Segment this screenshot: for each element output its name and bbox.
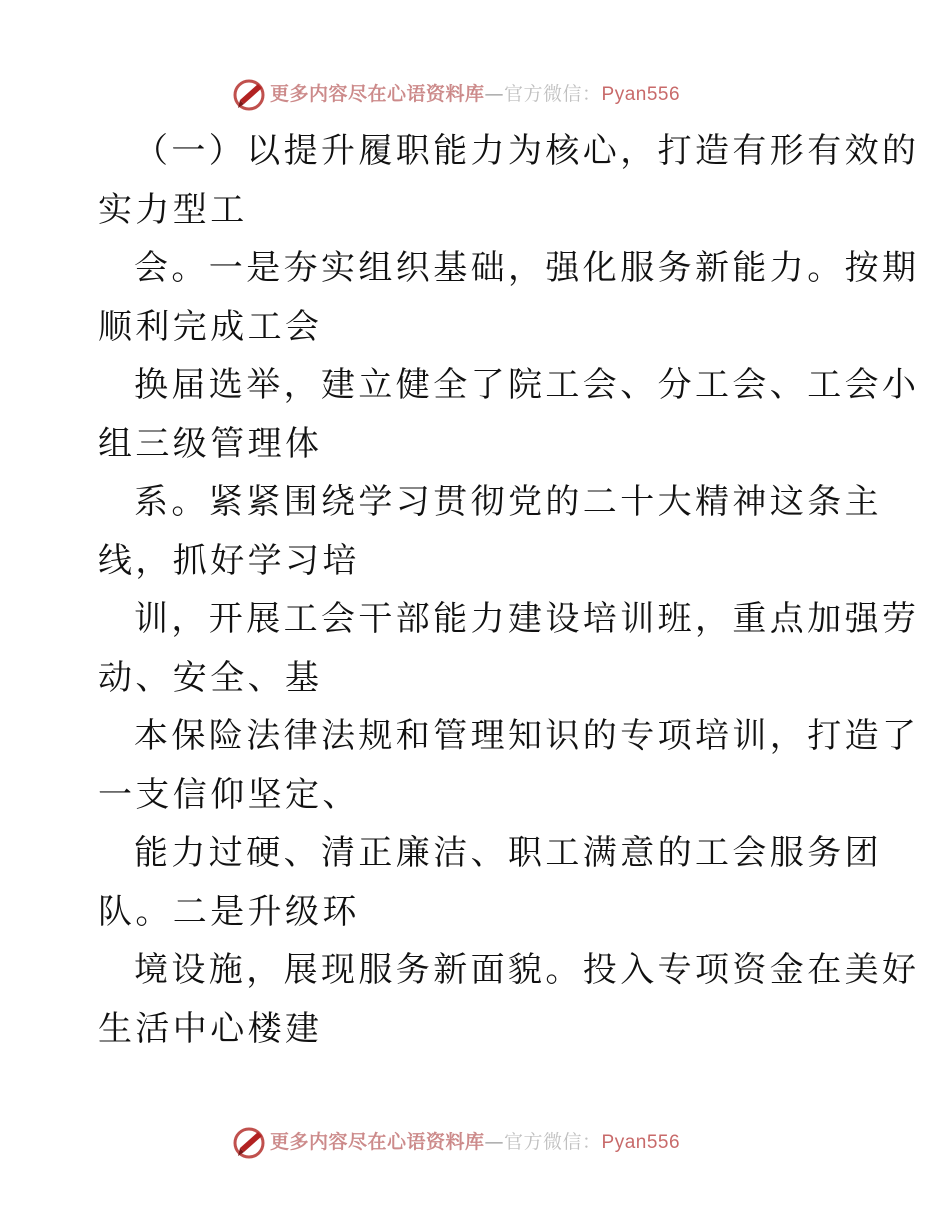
banner-wechat-id: Pyan556 [601,84,681,105]
footer-watermark-banner [0,1120,950,1160]
pen-logo-icon [232,76,268,112]
banner-wechat-label: 官方微信： [504,1131,602,1153]
header-watermark-banner [0,72,950,112]
paragraph-line: 组三级管理体 [98,423,323,464]
paragraph-line: 系。紧紧围绕学习贯彻党的二十大精神这条主 [134,482,882,522]
pen-logo-icon [232,1124,268,1160]
paragraph-line: 队。二是升级环 [98,891,360,932]
banner-title: 更多内容尽在心语资料库 [270,83,485,105]
paragraph-line: 训，开展工会干部能力建设培训班，重点加强劳 [134,599,920,639]
paragraph-line: 动、安全、基 [98,657,323,698]
banner-wechat-id: Pyan556 [601,1132,681,1153]
paragraph-line: 实力型工 [98,189,248,230]
paragraph-line: 线，抓好学习培 [98,540,360,581]
paragraph-line: 境设施，展现服务新面貌。投入专项资金在美好 [134,950,920,990]
paragraph-line: 本保险法律法规和管理知识的专项培训，打造了 [134,716,920,756]
paragraph-line: 生活中心楼建 [98,1008,323,1049]
banner-text [270,79,680,106]
paragraph-line: （一）以提升履职能力为核心，打造有形有效的 [134,131,920,171]
banner-wechat-label: 官方微信： [504,83,602,105]
paragraph-line: 一支信仰坚定、 [98,774,360,815]
article-body [98,122,920,1058]
banner-text [270,1127,680,1154]
paragraph-line: 顺利完成工会 [98,306,323,347]
paragraph-line: 换届选举，建立健全了院工会、分工会、工会小 [134,365,920,405]
paragraph-line: 能力过硬、清正廉洁、职工满意的工会服务团 [134,833,882,873]
banner-title: 更多内容尽在心语资料库 [270,1131,485,1153]
paragraph-line: 会。一是夯实组织基础，强化服务新能力。按期 [134,248,920,288]
banner-separator: — [484,83,505,105]
banner-separator: — [484,1131,505,1153]
